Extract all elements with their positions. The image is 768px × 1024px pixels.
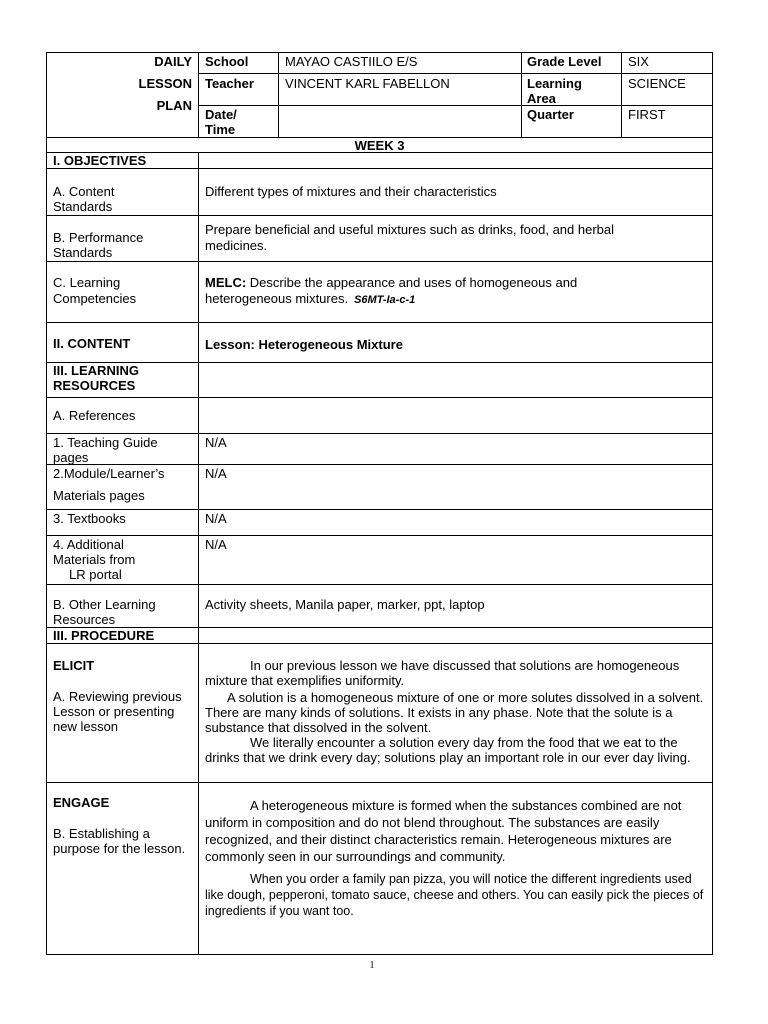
melc-value-1: Describe the appearance and uses of homogeneous and bbox=[246, 275, 578, 290]
melc-line-2 bbox=[205, 291, 415, 308]
title-line-1: DAILY bbox=[154, 54, 192, 69]
area-value: SCIENCE bbox=[628, 76, 686, 91]
textbooks-value: N/A bbox=[205, 511, 227, 526]
melc-line-1 bbox=[205, 275, 577, 290]
other-resources-label-1: B. Other Learning bbox=[53, 597, 156, 612]
additional-materials-value: N/A bbox=[205, 537, 227, 552]
elicit-paragraph-3: We literally encounter a solution every day from the food that we eat to the drinks that we drink every day; solutions play an important role in our ever day living. bbox=[205, 735, 691, 765]
additional-materials-label-3: LR portal bbox=[69, 567, 122, 582]
engage-text bbox=[205, 797, 707, 919]
learning-competencies-label-2: Competencies bbox=[53, 291, 137, 306]
grade-label: Grade Level bbox=[527, 54, 602, 69]
lesson-title: Lesson: Heterogeneous Mixture bbox=[205, 337, 403, 352]
elicit-text bbox=[205, 658, 707, 765]
teaching-guide-label-1: 1. Teaching Guide bbox=[53, 435, 158, 450]
school-value: MAYAO CASTIILO E/S bbox=[285, 54, 418, 69]
date-label-1: Date/ bbox=[205, 107, 237, 122]
date-label-2: Time bbox=[205, 122, 236, 137]
quarter-value: FIRST bbox=[628, 107, 666, 122]
content-standards-label-1: A. Content bbox=[53, 184, 115, 199]
module-value: N/A bbox=[205, 466, 227, 481]
objectives-heading: I. OBJECTIVES bbox=[53, 153, 147, 168]
melc-label: MELC: bbox=[205, 275, 247, 290]
performance-standards-label-2: Standards bbox=[53, 245, 113, 260]
other-resources-value: Activity sheets, Manila paper, marker, ppt, laptop bbox=[205, 597, 485, 612]
module-label-2: Materials pages bbox=[53, 488, 145, 503]
title-line-2: LESSON bbox=[138, 76, 192, 91]
melc-value-2: heterogeneous mixtures. bbox=[205, 291, 349, 306]
performance-standards-value-1: Prepare beneficial and useful mixtures such as drinks, food, and herbal bbox=[205, 222, 615, 237]
melc-code: S6MT-Ia-c-1 bbox=[354, 294, 416, 306]
engage-paragraph-1: A heterogeneous mixture is formed when the substances combined are not uniform in composition and do not blend throughout. The substances are easily recognized, and their distinct characteristics remain. Heterogeneous mixtures are commonly seen in our surroundings and community. bbox=[205, 798, 682, 864]
additional-materials-label-1: 4. Additional bbox=[53, 537, 124, 552]
engage-heading: ENGAGE bbox=[53, 795, 110, 810]
grade-value: SIX bbox=[628, 54, 649, 69]
content-heading: II. CONTENT bbox=[53, 336, 131, 351]
performance-standards-label-1: B. Performance bbox=[53, 230, 144, 245]
module-label-1: 2.Module/Learner’s bbox=[53, 466, 165, 481]
resources-heading-1: III. LEARNING bbox=[53, 363, 139, 378]
page-number: 1 bbox=[369, 960, 375, 971]
teaching-guide-value: N/A bbox=[205, 435, 227, 450]
elicit-label: A. Reviewing previous Lesson or presenting new lesson bbox=[53, 689, 182, 734]
engage-label: B. Establishing a purpose for the lesson. bbox=[53, 826, 186, 856]
elicit-heading: ELICIT bbox=[53, 658, 95, 673]
other-resources-label-2: Resources bbox=[53, 612, 116, 627]
school-label: School bbox=[205, 54, 249, 69]
learning-competencies-label-1: C. Learning bbox=[53, 275, 121, 290]
week-label: WEEK 3 bbox=[354, 138, 405, 153]
quarter-label: Quarter bbox=[527, 107, 574, 122]
procedure-heading: III. PROCEDURE bbox=[53, 628, 155, 643]
resources-heading-2: RESOURCES bbox=[53, 378, 136, 393]
area-label-2: Area bbox=[527, 91, 556, 106]
teacher-value: VINCENT KARL FABELLON bbox=[285, 76, 450, 91]
engage-paragraph-2: When you order a family pan pizza, you will notice the different ingredients used like dough, pepperoni, tomato sauce, cheese and others. You can easily pick the pieces of ingredients if you want too. bbox=[205, 872, 704, 918]
content-standards-value: Different types of mixtures and their characteristics bbox=[205, 184, 497, 199]
content-standards-label-2: Standards bbox=[53, 199, 113, 214]
references-label: A. References bbox=[53, 408, 136, 423]
teaching-guide-label-2: pages bbox=[53, 450, 89, 465]
area-label-1: Learning bbox=[527, 76, 582, 91]
additional-materials-label-2: Materials from bbox=[53, 552, 136, 567]
title-line-3: PLAN bbox=[156, 98, 192, 113]
elicit-paragraph-2: A solution is a homogeneous mixture of one or more solutes dissolved in a solvent. There are many kinds of solutions. It exists in any phase. Note that the solute is a substance that dissolved in the solvent. bbox=[205, 690, 704, 735]
elicit-paragraph-1: In our previous lesson we have discussed that solutions are homogeneous mixture that exemplifies uniformity. bbox=[205, 658, 680, 688]
teacher-label: Teacher bbox=[205, 76, 254, 91]
performance-standards-value-2: medicines. bbox=[205, 238, 268, 253]
textbooks-label: 3. Textbooks bbox=[53, 511, 126, 526]
